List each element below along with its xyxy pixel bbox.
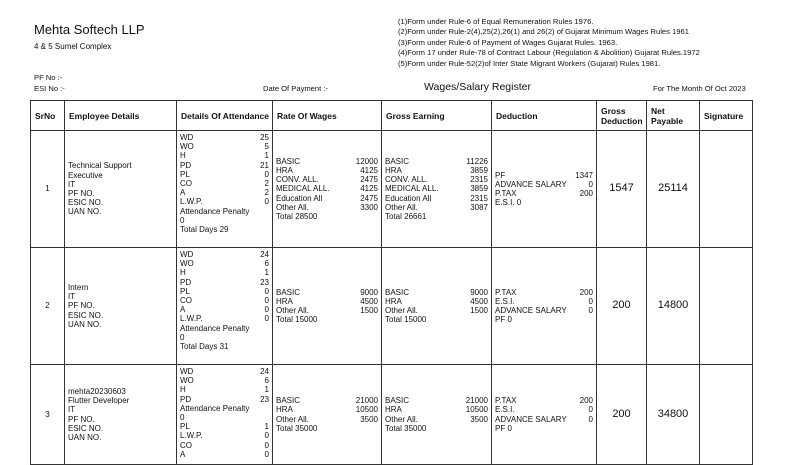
net-payable-cell: 25114 xyxy=(647,131,700,248)
deduction-line xyxy=(495,198,593,207)
column-header-employee-details: Employee Details xyxy=(65,101,177,131)
attendance-line xyxy=(180,250,269,259)
srno-cell: 3 xyxy=(31,365,65,465)
attendance-label: PL xyxy=(180,169,190,179)
employee-line: UAN NO. xyxy=(68,319,102,329)
date-of-payment: Date Of Payment :- xyxy=(263,84,328,93)
column-header-net-payable: Net Payable xyxy=(647,101,700,131)
attendance-label: CO xyxy=(180,440,192,450)
rate-line xyxy=(276,194,378,203)
attendance-value: 23 xyxy=(260,277,269,287)
employee-line: PF NO. xyxy=(68,189,95,198)
rate-line xyxy=(276,306,378,315)
attendance-label: 0 xyxy=(180,215,185,225)
signature-cell xyxy=(700,131,753,248)
rate-cell xyxy=(273,248,382,365)
rate-label: Total 35000 xyxy=(276,423,318,433)
deduction-value: 1347 xyxy=(575,170,593,180)
employee-line: IT xyxy=(68,292,76,302)
employee-line: IT xyxy=(68,179,76,189)
attendance-line xyxy=(180,170,269,179)
rate-line xyxy=(276,405,378,414)
deduction-label: P.TAX xyxy=(495,189,517,198)
rate-line xyxy=(276,424,378,433)
rule-line: (3)Form under Rule-6 of Payment of Wages Gujarat Rules. 1963. xyxy=(398,37,618,47)
gross-cell xyxy=(382,131,492,248)
rate-list xyxy=(273,155,381,223)
attendance-label: L.W.P. xyxy=(180,431,203,441)
attendance-label: L.W.P. xyxy=(180,197,203,207)
deduction-label: ADVANCE SALARY xyxy=(495,414,567,424)
gross-line xyxy=(385,157,488,166)
gross-label: Total 35000 xyxy=(385,423,427,433)
employee-line: PF NO. xyxy=(68,301,95,311)
rate-line xyxy=(276,184,378,193)
column-header-gross-deduction: Gross Deduction xyxy=(597,101,647,131)
rate-label: Total 28500 xyxy=(276,212,318,221)
rate-value: 4125 xyxy=(360,184,378,194)
rate-line xyxy=(276,203,378,212)
attendance-label: PL xyxy=(180,422,190,432)
attendance-value: 0 xyxy=(264,449,269,459)
attendance-value: 0 xyxy=(264,296,269,306)
attendance-value: 1 xyxy=(264,385,269,395)
employee-cell xyxy=(65,131,177,248)
attendance-line xyxy=(180,305,269,314)
srno-cell: 2 xyxy=(31,248,65,365)
rate-list xyxy=(273,286,381,327)
deduction-line xyxy=(495,396,593,405)
rate-label: HRA xyxy=(276,165,293,175)
gross-line xyxy=(385,415,488,424)
column-header-gross-earning: Gross Earning xyxy=(382,101,492,131)
rule-line: (4)Form 17 under Rule-78 of Contract Labour (Regulation & Abolition) Gujarat Rules.1972 xyxy=(398,48,700,58)
rate-value: 2475 xyxy=(360,175,378,185)
attendance-line xyxy=(180,413,269,422)
gross-line xyxy=(385,405,488,414)
employee-line: PF NO. xyxy=(68,414,95,424)
rate-line xyxy=(276,415,378,424)
attendance-line xyxy=(180,278,269,287)
gross-value: 11226 xyxy=(466,156,488,166)
rules-list xyxy=(398,17,700,69)
rate-label: HRA xyxy=(276,296,293,306)
attendance-line xyxy=(180,259,269,268)
attendance-value: 0 xyxy=(264,431,269,441)
attendance-label: CO xyxy=(180,179,192,189)
attendance-label: A xyxy=(180,188,186,198)
attendance-label: Total Days 29 xyxy=(180,225,229,235)
deduction-value: 0 xyxy=(588,179,593,189)
deduction-line xyxy=(495,424,593,433)
attendance-value: 23 xyxy=(260,394,269,404)
rule-line: (1)Form under Rule-6 of Equal Remuneration Rules 1976. xyxy=(398,17,594,26)
rate-cell xyxy=(273,365,382,465)
attendance-line xyxy=(180,367,269,376)
deduction-line xyxy=(495,189,593,198)
deduction-line xyxy=(495,415,593,424)
employee-line: Technical Support xyxy=(68,161,132,171)
attendance-line xyxy=(180,376,269,385)
gross-label: BASIC xyxy=(385,396,410,406)
attendance-line xyxy=(180,188,269,197)
gross-value: 4500 xyxy=(470,296,488,306)
attendance-value: 1 xyxy=(264,268,269,278)
gross-line xyxy=(385,203,488,212)
gross-deduction-cell: 200 xyxy=(597,365,647,465)
employee-details xyxy=(65,385,176,444)
attendance-label: PD xyxy=(180,277,192,287)
net-payable-cell: 34800 xyxy=(647,365,700,465)
attendance-value: 0 xyxy=(264,169,269,179)
deduction-value: 0 xyxy=(588,306,593,315)
pf-number: PF No :- xyxy=(34,73,63,82)
rate-value: 1500 xyxy=(360,306,378,315)
attendance-value: 24 xyxy=(260,367,269,376)
gross-line xyxy=(385,175,488,184)
gross-value: 3087 xyxy=(470,202,488,212)
rate-line xyxy=(276,288,378,297)
rate-label: BASIC xyxy=(276,156,301,166)
deduction-label: PF 0 xyxy=(495,315,512,325)
column-header-rate-of-wages: Rate Of Wages xyxy=(273,101,382,131)
deduction-value: 200 xyxy=(579,189,593,198)
attendance-line xyxy=(180,422,269,431)
rate-label: BASIC xyxy=(276,396,301,406)
rate-value: 4125 xyxy=(360,165,378,175)
gross-label: BASIC xyxy=(385,287,410,297)
deduction-value: 0 xyxy=(588,405,593,415)
gross-value: 9000 xyxy=(470,287,488,297)
employee-line: Flutter Developer xyxy=(68,396,130,406)
attendance-label: PD xyxy=(180,160,192,170)
table-row xyxy=(31,365,753,465)
attendance-label: Attendance Penalty xyxy=(180,403,250,413)
gross-list xyxy=(382,394,491,435)
attendance-line xyxy=(180,342,269,351)
esi-number: ESI No :- xyxy=(34,84,65,93)
attendance-label: WD xyxy=(180,250,194,259)
deduction-label: ADVANCE SALARY xyxy=(495,179,567,189)
employee-cell xyxy=(65,365,177,465)
rate-line xyxy=(276,315,378,324)
attendance-line xyxy=(180,161,269,170)
attendance-line xyxy=(180,385,269,394)
attendance-cell xyxy=(177,365,273,465)
deduction-cell xyxy=(492,365,597,465)
rate-line xyxy=(276,166,378,175)
attendance-list xyxy=(177,248,272,353)
attendance-label: WD xyxy=(180,367,194,376)
table-header-row xyxy=(31,101,753,131)
rate-label: Education All xyxy=(276,193,323,203)
employee-cell xyxy=(65,248,177,365)
attendance-label: 0 xyxy=(180,332,185,342)
attendance-line xyxy=(180,179,269,188)
employee-line: IT xyxy=(68,405,76,415)
attendance-line xyxy=(180,142,269,151)
attendance-line xyxy=(180,404,269,413)
rate-line xyxy=(276,396,378,405)
attendance-line xyxy=(180,431,269,440)
attendance-value: 21 xyxy=(260,160,269,170)
attendance-label: Attendance Penalty xyxy=(180,206,250,216)
srno-cell: 1 xyxy=(31,131,65,248)
attendance-label: CO xyxy=(180,296,192,306)
signature-cell xyxy=(700,365,753,465)
deduction-label: P.TAX xyxy=(495,396,517,406)
attendance-value: 0 xyxy=(264,286,269,296)
rate-value: 3500 xyxy=(360,414,378,424)
attendance-line xyxy=(180,268,269,277)
gross-line xyxy=(385,194,488,203)
rate-cell xyxy=(273,131,382,248)
employee-line: UAN NO. xyxy=(68,432,102,442)
rate-list xyxy=(273,394,381,435)
rule-line: (5)Form under Rule-52(2)of Inter State Migrant Workers (Gujarat) Rules 1981. xyxy=(398,58,661,68)
gross-value: 3500 xyxy=(470,414,488,424)
attendance-line xyxy=(180,287,269,296)
rate-line xyxy=(276,297,378,306)
gross-label: Other All. xyxy=(385,306,418,315)
gross-cell xyxy=(382,248,492,365)
deduction-list xyxy=(492,169,596,210)
attendance-value: 2 xyxy=(264,188,269,198)
gross-list xyxy=(382,286,491,327)
gross-list xyxy=(382,155,491,223)
rate-value: 12000 xyxy=(355,156,378,166)
attendance-label: A xyxy=(180,449,186,459)
deduction-label: E.S.I. xyxy=(495,296,515,306)
attendance-value: 0 xyxy=(264,305,269,315)
attendance-value: 5 xyxy=(264,142,269,152)
gross-label: MEDICAL ALL. xyxy=(385,184,439,194)
gross-label: BASIC xyxy=(385,156,410,166)
attendance-label: Total Days 31 xyxy=(180,342,229,352)
attendance-cell xyxy=(177,248,273,365)
rate-value: 2475 xyxy=(360,193,378,203)
gross-label: HRA xyxy=(385,405,402,415)
gross-line xyxy=(385,424,488,433)
attendance-value: 0 xyxy=(264,314,269,324)
rate-line xyxy=(276,175,378,184)
attendance-label: 0 xyxy=(180,413,185,423)
deduction-label: E.S.I. 0 xyxy=(495,198,522,208)
gross-value: 2315 xyxy=(470,175,488,185)
rate-label: Other All. xyxy=(276,414,309,424)
gross-line xyxy=(385,212,488,221)
gross-value: 3859 xyxy=(470,184,488,194)
attendance-line xyxy=(180,151,269,160)
attendance-line xyxy=(180,395,269,404)
gross-label: HRA xyxy=(385,296,402,306)
rate-label: Other All. xyxy=(276,306,309,315)
attendance-value: 25 xyxy=(260,133,269,142)
gross-line xyxy=(385,315,488,324)
attendance-label: WO xyxy=(180,376,194,386)
rate-value: 4500 xyxy=(360,296,378,306)
attendance-value: 1 xyxy=(264,422,269,432)
gross-deduction-cell: 1547 xyxy=(597,131,647,248)
gross-label: Other All. xyxy=(385,414,418,424)
attendance-label: L.W.P. xyxy=(180,314,203,324)
gross-label: Education All xyxy=(385,193,432,203)
wages-register-table xyxy=(30,100,753,465)
register-title: Wages/Salary Register xyxy=(424,81,531,93)
attendance-list xyxy=(177,131,272,236)
attendance-line xyxy=(180,296,269,305)
employee-details xyxy=(65,159,176,218)
gross-value: 2315 xyxy=(470,193,488,203)
rate-label: Total 15000 xyxy=(276,315,318,325)
deduction-label: E.S.I. xyxy=(495,405,515,415)
employee-line: ESIC NO. xyxy=(68,198,104,208)
deduction-line xyxy=(495,306,593,315)
attendance-label: H xyxy=(180,268,186,278)
rate-value: 3300 xyxy=(360,202,378,212)
column-header-srno: SrNo xyxy=(31,101,65,131)
deduction-list xyxy=(492,394,596,435)
deduction-line xyxy=(495,171,593,180)
deduction-line xyxy=(495,288,593,297)
attendance-label: Attendance Penalty xyxy=(180,323,250,333)
rate-label: CONV. ALL. xyxy=(276,175,319,185)
attendance-label: WD xyxy=(180,133,194,142)
deduction-line xyxy=(495,405,593,414)
net-payable-cell: 14800 xyxy=(647,248,700,365)
gross-deduction-cell: 200 xyxy=(597,248,647,365)
attendance-value: 1 xyxy=(264,151,269,161)
attendance-value: 0 xyxy=(264,197,269,207)
rate-label: BASIC xyxy=(276,287,301,297)
attendance-value: 6 xyxy=(264,259,269,269)
attendance-line xyxy=(180,324,269,333)
deduction-list xyxy=(492,286,596,327)
rate-label: MEDICAL ALL. xyxy=(276,184,330,194)
gross-label: HRA xyxy=(385,165,402,175)
employee-line: ESIC NO. xyxy=(68,423,104,433)
table-row xyxy=(31,248,753,365)
deduction-label: P.TAX xyxy=(495,287,517,297)
column-header-attendance: Details Of Attendance xyxy=(177,101,273,131)
attendance-line xyxy=(180,133,269,142)
rule-line: (2)Form under Rule-2(4),25(2),26(1) and 26(2) of Gujarat Minimum Wages Rules 1961 xyxy=(398,27,689,37)
deduction-cell xyxy=(492,248,597,365)
deduction-value: 200 xyxy=(579,287,593,297)
gross-label: Total 26661 xyxy=(385,212,427,221)
signature-cell xyxy=(700,248,753,365)
attendance-line xyxy=(180,450,269,459)
employee-details xyxy=(65,281,176,331)
attendance-line xyxy=(180,207,269,216)
attendance-value: 24 xyxy=(260,250,269,259)
attendance-line xyxy=(180,216,269,225)
attendance-label: WO xyxy=(180,142,194,152)
attendance-label: PD xyxy=(180,394,192,404)
gross-line xyxy=(385,396,488,405)
column-header-deduction: Deduction xyxy=(492,101,597,131)
deduction-label: ADVANCE SALARY xyxy=(495,306,567,315)
deduction-value: 0 xyxy=(588,414,593,424)
attendance-line xyxy=(180,197,269,206)
deduction-line xyxy=(495,315,593,324)
gross-line xyxy=(385,184,488,193)
gross-value: 1500 xyxy=(470,306,488,315)
employee-line: Intern xyxy=(68,282,89,292)
gross-line xyxy=(385,306,488,315)
employee-line: UAN NO. xyxy=(68,207,102,217)
gross-line xyxy=(385,297,488,306)
company-name: Mehta Softech LLP xyxy=(34,22,145,37)
deduction-line xyxy=(495,297,593,306)
attendance-label: WO xyxy=(180,259,194,269)
attendance-label: H xyxy=(180,385,186,395)
attendance-label: A xyxy=(180,305,186,315)
table-row xyxy=(31,131,753,248)
employee-line: ESIC NO. xyxy=(68,310,104,320)
gross-label: CONV. ALL. xyxy=(385,175,428,185)
attendance-line xyxy=(180,225,269,234)
deduction-value: 0 xyxy=(588,296,593,306)
gross-value: 21000 xyxy=(465,396,488,406)
gross-line xyxy=(385,166,488,175)
deduction-line xyxy=(495,180,593,189)
column-header-signature: Signature xyxy=(700,101,753,131)
gross-value: 3859 xyxy=(470,165,488,175)
rate-value: 10500 xyxy=(355,405,378,415)
deduction-value: 200 xyxy=(579,396,593,406)
attendance-line xyxy=(180,314,269,323)
attendance-line xyxy=(180,441,269,450)
rate-line xyxy=(276,157,378,166)
gross-label: Other All. xyxy=(385,202,418,212)
attendance-value: 2 xyxy=(264,179,269,189)
rate-value: 21000 xyxy=(355,396,378,406)
gross-cell xyxy=(382,365,492,465)
attendance-label: PL xyxy=(180,286,190,296)
rate-value: 9000 xyxy=(360,287,378,297)
company-address: 4 & 5 Sumel Complex xyxy=(34,42,112,51)
attendance-value: 6 xyxy=(264,376,269,386)
rate-line xyxy=(276,212,378,221)
rate-label: Other All. xyxy=(276,202,309,212)
gross-line xyxy=(385,288,488,297)
rate-label: HRA xyxy=(276,405,293,415)
deduction-label: PF 0 xyxy=(495,423,512,433)
employee-line: mehta20230603 xyxy=(68,386,126,396)
attendance-cell xyxy=(177,131,273,248)
register-month: For The Month Of Oct 2023 xyxy=(653,84,746,93)
attendance-value: 0 xyxy=(264,440,269,450)
deduction-label: PF xyxy=(495,170,506,180)
attendance-line xyxy=(180,333,269,342)
deduction-cell xyxy=(492,131,597,248)
gross-label: Total 15000 xyxy=(385,315,427,325)
employee-line: Executive xyxy=(68,170,103,180)
attendance-label: H xyxy=(180,151,186,161)
attendance-list xyxy=(177,365,272,461)
gross-value: 10500 xyxy=(465,405,488,415)
